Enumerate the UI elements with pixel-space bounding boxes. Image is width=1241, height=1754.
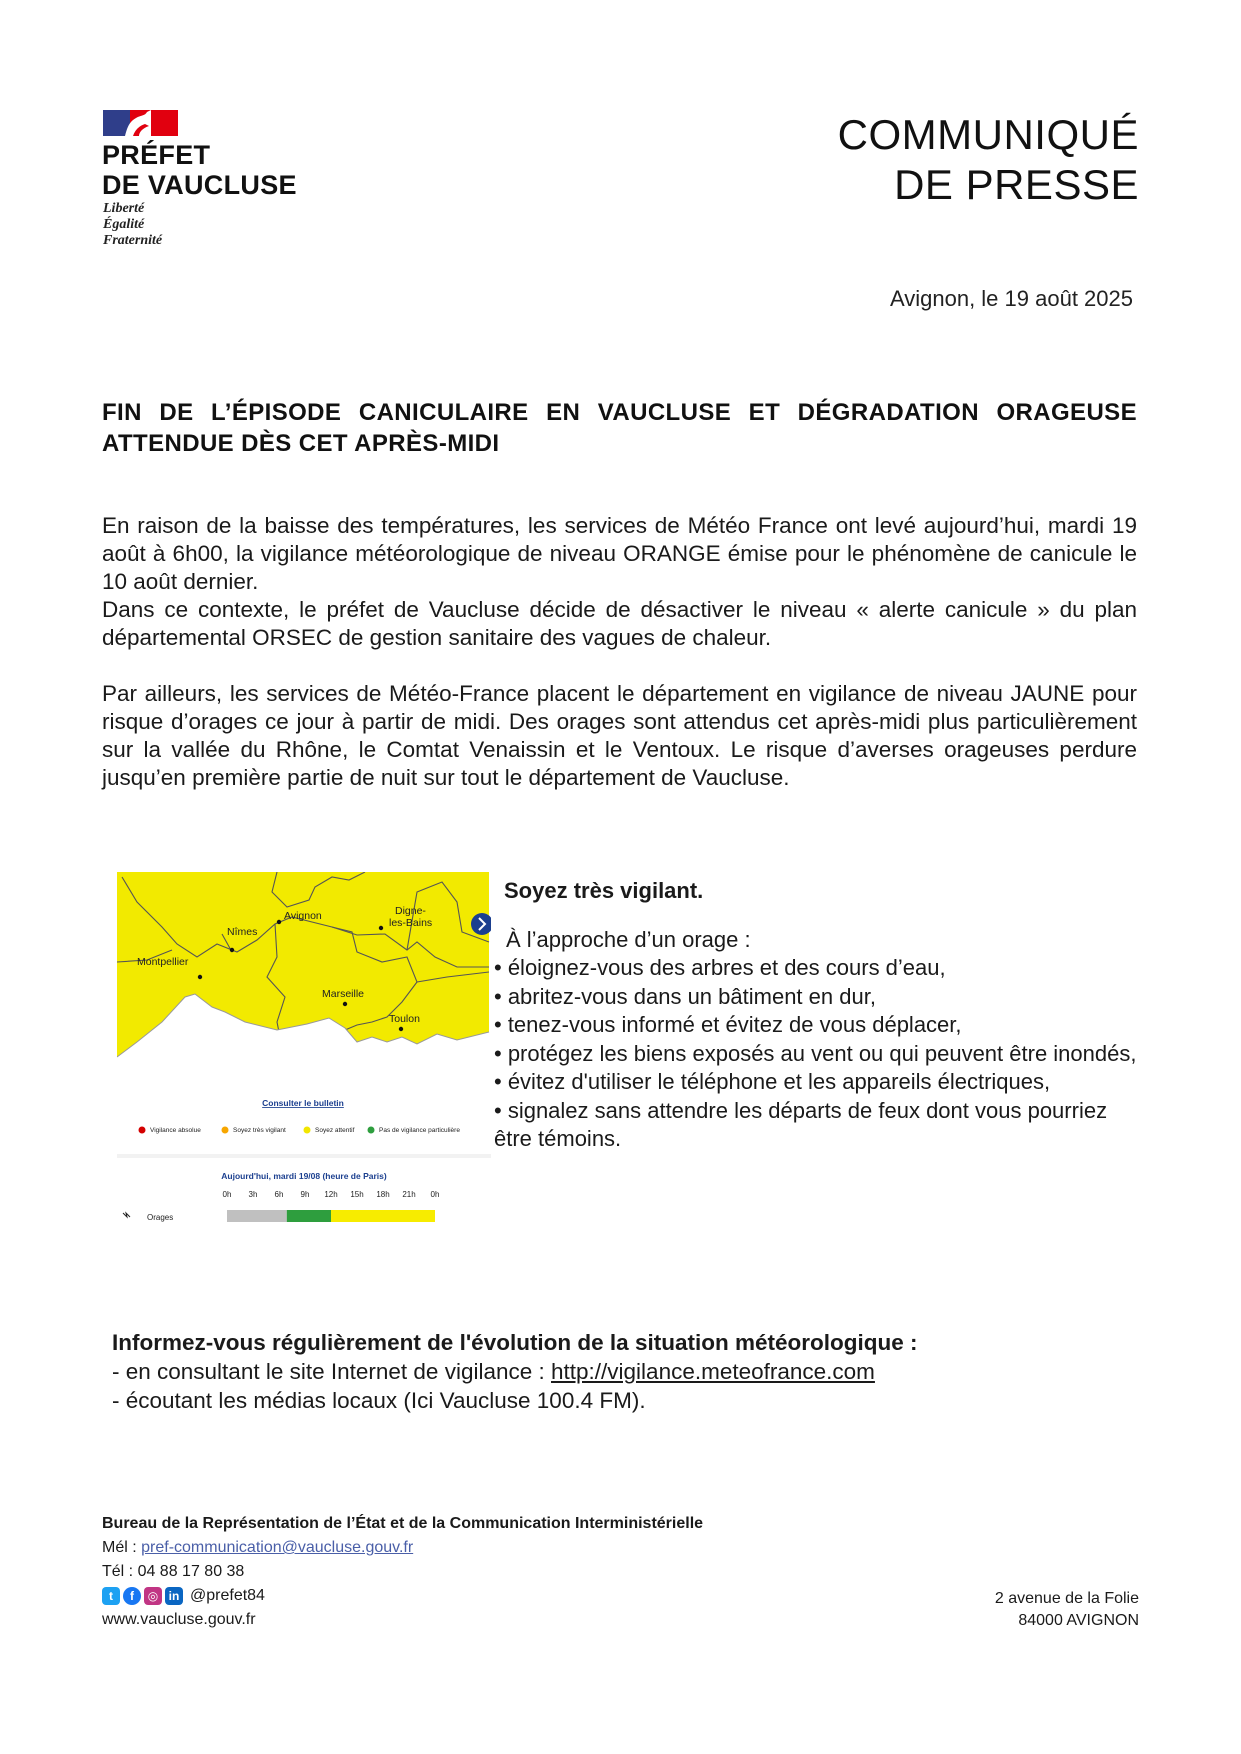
legend-yellow-icon [304,1127,311,1134]
body-block-2 [102,680,1137,792]
press-release-title: FIN DE L’ÉPISODE CANICULAIRE EN VAUCLUSE ET DÉGRADATION ORAGEUSE ATTENDUE DÈS CET APRÈS-MIDI [102,399,1137,457]
safety-advice [490,877,1150,1154]
legend-label: Pas de vigilance particulière [379,1127,460,1134]
timeline-hour-label: 15h [350,1190,364,1199]
timeline-hour-label: 12h [324,1190,338,1199]
advice-item: • signalez sans attendre les départs de feux dont vous pourriez être témoins. [494,1097,1108,1151]
info-line-media: - écoutant les médias locaux (Ici Vaucluse 100.4 FM). [112,1388,646,1413]
timeline-bar [227,1210,435,1222]
document-type: COMMUNIQUÉ DE PRESSE [837,111,1139,208]
body-paragraph-1: En raison de la baisse des températures, les services de Météo France ont levé aujourd’hui, mardi 19 août à 6h00, la vigilance météorologique de niveau ORANGE émise pour le phénomène de canicule le 10 août dernier. [102,513,1137,594]
timeline-hour-label: 3h [248,1190,258,1199]
marianne-logo [103,110,178,136]
footer-website[interactable]: www.vaucluse.gouv.fr [102,1611,256,1628]
timeline-hour-label: 0h [222,1190,232,1199]
advice-title: Soyez très vigilant. [504,878,704,903]
city-label: Nîmes [227,926,258,938]
republic-motto: Liberté Égalité Fraternité [103,201,163,248]
social-links [102,1584,703,1608]
timeline-hours [223,1190,440,1199]
legend-red-icon [139,1127,146,1134]
info-title: Informez-vous régulièrement de l'évolution de la situation météorologique : [112,1330,918,1355]
email-link[interactable]: pref-communication@vaucluse.gouv.fr [141,1539,414,1556]
city-label: Digne- [395,905,426,917]
document-date: Avignon, le 19 août 2025 [889,286,1133,311]
vigilance-website-link[interactable]: http://vigilance.meteofrance.com [551,1359,875,1384]
legend-green-icon [368,1127,375,1134]
city-label: Marseille [322,988,365,1000]
advice-intro: À l’approche d’un orage : [506,926,751,952]
footer-tel: Tél : 04 88 17 80 38 [102,1563,245,1580]
advice-item: • évitez d'utiliser le téléphone et les appareils électriques, [494,1069,1051,1094]
advice-item: • abritez-vous dans un bâtiment en dur, [494,983,876,1009]
footer-bureau: Bureau de la Représentation de l’État et de la Communication Interministérielle [102,1515,704,1532]
city-label: les-Bains [389,917,433,929]
timeline-hour-label: 0h [430,1190,440,1199]
linkedin-icon[interactable]: in [165,1587,183,1605]
facebook-icon[interactable]: f [123,1587,141,1605]
city-label: Montpellier [137,956,189,968]
timeline-hour-label: 6h [274,1190,284,1199]
info-line-website: - en consultant le site Internet de vigilance : http://vigilance.meteofrance.com [112,1359,875,1384]
footer-address: 2 avenue de la Folie 84000 AVIGNON [994,1590,1139,1629]
instagram-icon[interactable]: ◎ [144,1587,162,1605]
advice-item: • éloignez-vous des arbres et des cours d’eau, [494,955,946,980]
timeline-segment [287,1210,331,1222]
city-label: Avignon [284,910,322,922]
social-handle: @prefet84 [190,1587,265,1604]
city-label: Toulon [389,1013,420,1025]
legend-label: Vigilance absolue [150,1127,201,1134]
body-paragraph-2: Dans ce contexte, le préfet de Vaucluse décide de désactiver le niveau « alerte canicule » du plan départemental ORSEC de gestion sanitaire des vagues de chaleur. [102,597,1137,650]
timeline-segment [227,1210,287,1222]
legend-label: Soyez attentif [315,1127,355,1134]
consult-bulletin-link[interactable]: Consulter le bulletin [262,1098,344,1108]
legend-label: Soyez très vigilant [233,1127,286,1134]
timeline-hour-label: 21h [402,1190,416,1199]
twitter-icon[interactable]: t [102,1587,120,1605]
footer-contact [102,1512,703,1632]
timeline-segment [331,1210,435,1222]
advice-item: • protégez les biens exposés au vent ou qui peuvent être inondés, [494,1040,1137,1066]
timeline-hour-label: 9h [300,1190,310,1199]
timeline-title: Aujourd'hui, mardi 19/08 (heure de Paris) [221,1171,387,1181]
advice-item: • tenez-vous informé et évitez de vous déplacer, [494,1012,962,1037]
timeline-hour-label: 18h [376,1190,390,1199]
phenomenon-label: Orages [147,1213,174,1222]
vigilance-map [117,872,491,1242]
footer-mail: Mél : pref-communication@vaucluse.gouv.fr [102,1539,414,1556]
body-paragraph-3: Par ailleurs, les services de Météo-France placent le département en vigilance de niveau JAUNE pour risque d’orages ce jour à partir de midi. Des orages sont attendus cet après-midi plus particulièrement sur la vallée du Rhône, le Comtat Venaissin et le Ventoux. Le risque d’averses orageuses perdure jusqu’en première partie de nuit sur tout le département de Vaucluse. [102,681,1137,790]
information-block [112,1328,1112,1415]
legend-orange-icon [222,1127,229,1134]
prefecture-name: PRÉFET DE VAUCLUSE [102,140,297,200]
body-block-1 [102,512,1137,652]
